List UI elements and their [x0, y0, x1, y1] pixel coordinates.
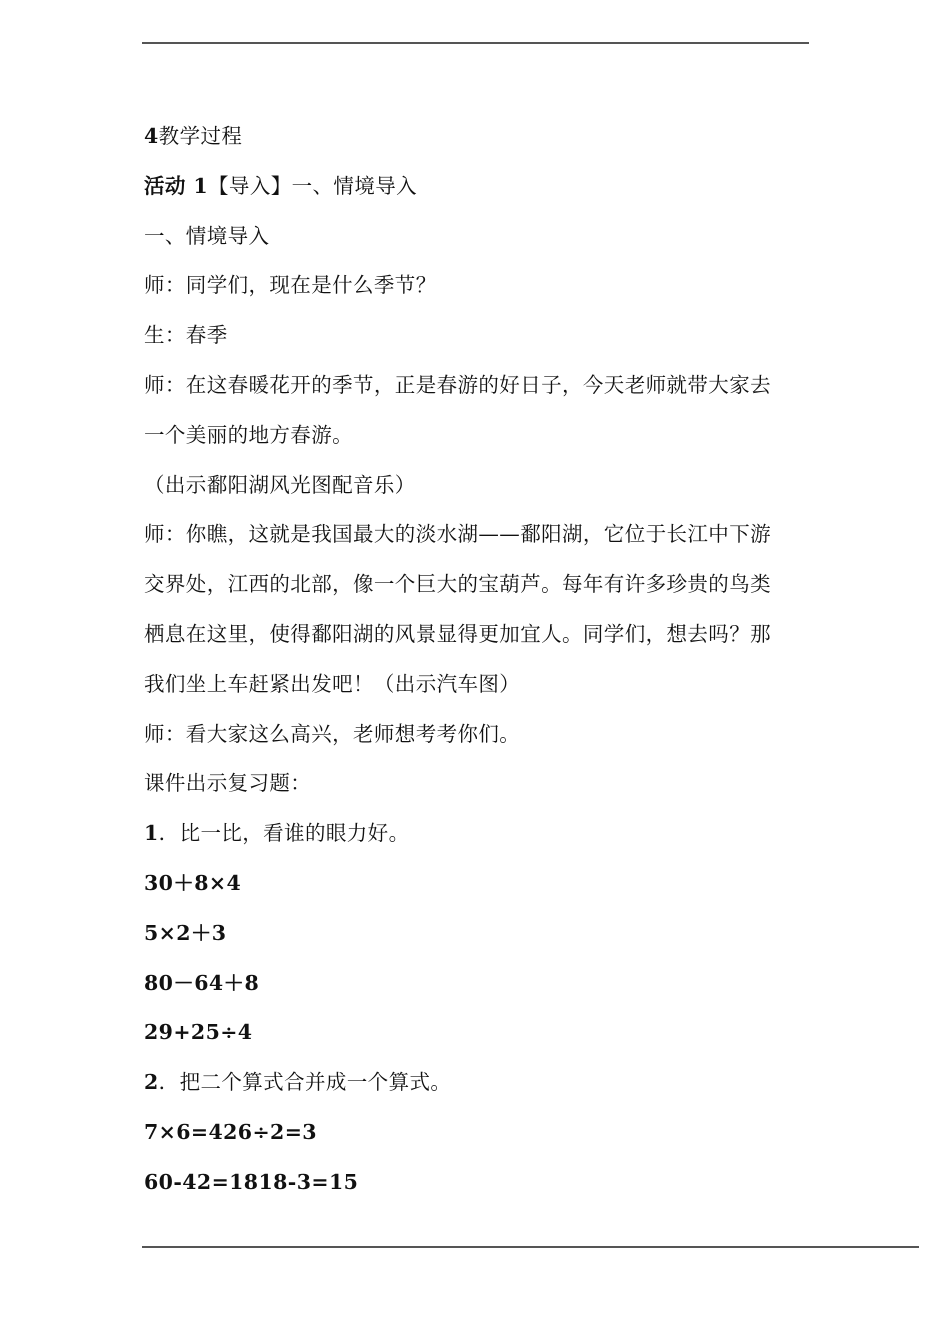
- exercise-number: 1: [144, 821, 159, 846]
- dialogue-line: 栖息在这里，使得鄱阳湖的风景显得更加宜人。同学们，想去吗？那: [144, 621, 771, 646]
- dialogue-line: 师：你瞧，这就是我国最大的淡水湖——鄱阳湖，它位于长江中下游: [144, 522, 771, 547]
- exercise-heading: [144, 809, 809, 859]
- section-number: 4: [144, 124, 159, 148]
- exercise-title: ．把二个算式合并成一个算式。: [158, 1070, 452, 1095]
- header-rule: [142, 42, 809, 44]
- document-body: [144, 112, 809, 1208]
- dialogue-line: 交界处，江西的北部，像一个巨大的宝葫芦。每年有许多珍贵的鸟类: [144, 572, 771, 597]
- activity-number: 活动 1: [144, 173, 209, 198]
- math-expression: 29+25÷4: [144, 1020, 253, 1045]
- section-heading: [144, 112, 809, 162]
- math-expression: 60-42=1818-3=15: [144, 1169, 359, 1194]
- dialogue-line: 生：春季: [144, 323, 228, 348]
- math-expression: 7×6=426÷2=3: [144, 1119, 317, 1144]
- activity-title: 【导入】一、情境导入: [208, 173, 418, 198]
- dialogue-line: 师：在这春暖花开的季节，正是春游的好日子，今天老师就带大家去: [144, 372, 771, 397]
- dialogue-line: 师：看大家这么高兴，老师想考考你们。: [144, 721, 521, 746]
- dialogue-line: 一个美丽的地方春游。: [144, 422, 353, 447]
- section-title: 教学过程: [158, 124, 243, 148]
- footer-rule: [142, 1246, 919, 1248]
- math-expression: 80－64＋8: [144, 970, 260, 995]
- exercise-heading: [144, 1058, 809, 1108]
- stage-direction: （出示鄱阳湖风光图配音乐）: [144, 472, 416, 497]
- dialogue-line: 师：同学们，现在是什么季节？: [144, 273, 437, 298]
- dialogue-line: 我们坐上车赶紧出发吧！（出示汽车图）: [144, 671, 521, 696]
- math-expression: 5×2＋3: [144, 920, 227, 945]
- exercise-intro: 课件出示复习题：: [144, 771, 312, 796]
- exercise-number: 2: [144, 1070, 159, 1095]
- math-expression: 30＋8×4: [144, 870, 242, 895]
- subheading: 一、情境导入: [144, 223, 270, 248]
- activity-heading: [144, 162, 809, 212]
- exercise-title: ．比一比，看谁的眼力好。: [158, 821, 410, 846]
